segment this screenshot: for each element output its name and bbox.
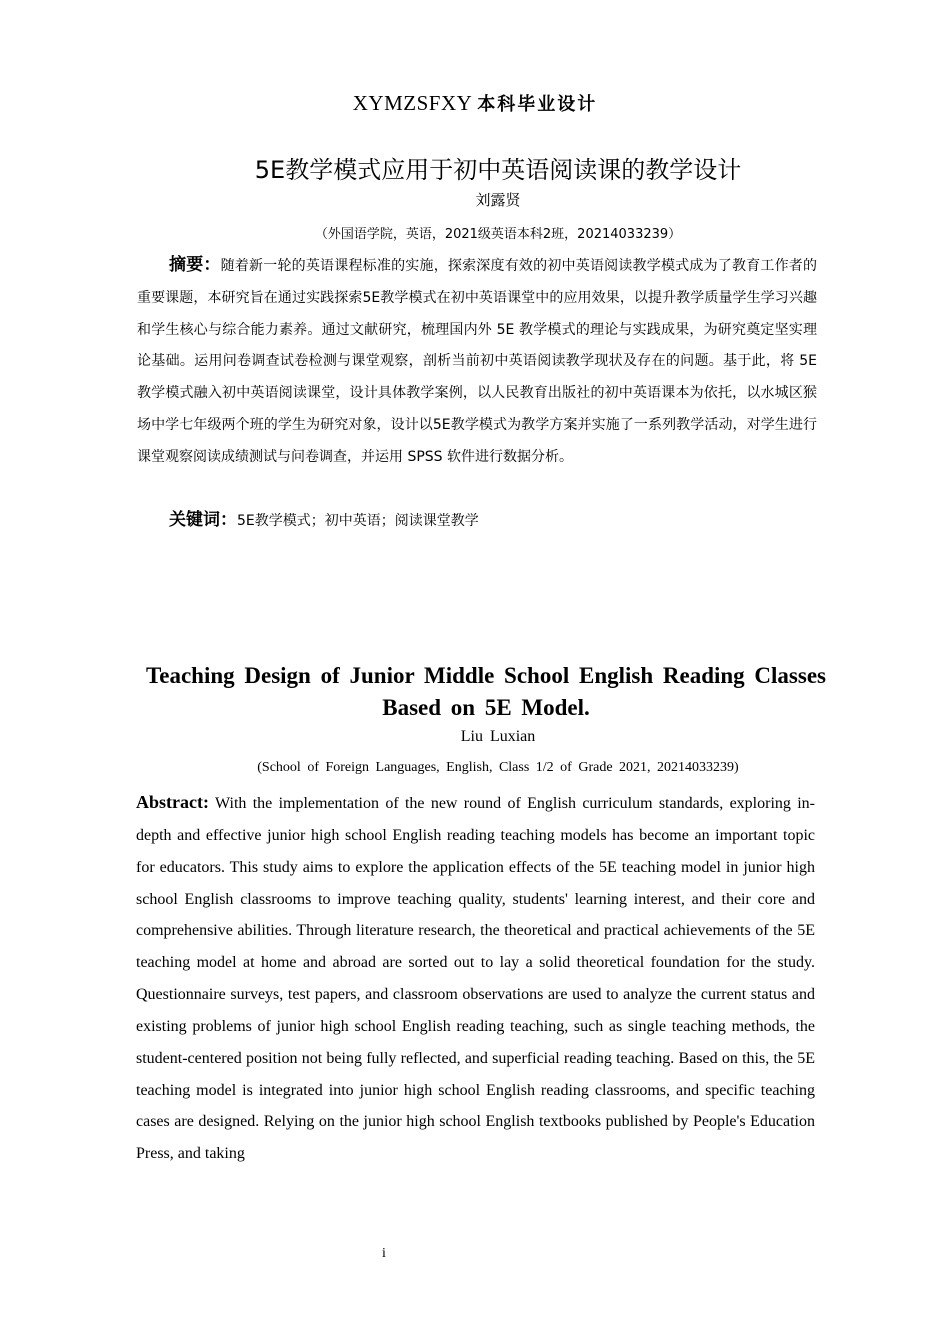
chinese-abstract <box>137 250 817 474</box>
chinese-keywords-label: 关键词： <box>169 510 237 530</box>
page-number: i <box>382 1246 386 1261</box>
english-abstract-text: With the implementation of the new round of English curriculum standards, exploring in-depth and effective junior high school English reading teaching models has become an important topic for educators. This study aims to explore the application effects of the 5E teaching model in junior high school English classrooms to improve teaching quality, students' learning interest, and their core and comprehensive abilities. Through literature research, the theoretical and practical achievements of the 5E teaching model at home and abroad are sorted out to lay a solid theoretical foundation for the study. Questionnaire surveys, test papers, and classroom observations are used to analyze the current status and existing problems of junior high school English reading teaching, such as single teaching methods, the student-centered position not being fully reflected, and superficial reading teaching. Based on this, the 5E teaching model is integrated into junior high school English reading classrooms, and specific teaching cases are designed. Relying on the junior high school English textbooks published by People's Education Press, and taking <box>136 795 815 1163</box>
chinese-abstract-text: 随着新一轮的英语课程标准的实施，探索深度有效的初中英语阅读教学模式成为了教育工作者的重要课题，本研究旨在通过实践探索5E教学模式在初中英语课堂中的应用效果，以提升教学质量学生学习兴趣和学生核心与综合能力素养。通过文献研究，梳理国内外 5E 教学模式的理论与实践成果，为研究奠定坚实理论基础。运用问卷调查试卷检测与课堂观察，剖析当前初中英语阅读教学现状及存在的问题。基于此，将 5E 教学模式融入初中英语阅读课堂，设计具体教学案例，以人民教育出版社的初中英语课本为依托，以水城区猴场中学七年级两个班的学生为研究对象，设计以5E教学模式为教学方案并实施了一系列教学活动，对学生进行课堂观察阅读成绩测试与问卷调查，并运用 SPSS 软件进行数据分析。 <box>137 258 818 465</box>
english-abstract-label: Abstract: <box>136 792 209 812</box>
header-label: 本科毕业设计 <box>477 94 598 115</box>
english-affiliation: (School of Foreign Languages, English, Class 1/2 of Grade 2021, 20214033239) <box>257 760 739 775</box>
english-title: Teaching Design of Junior Middle School English Reading Classes Based on 5E Model. <box>146 663 826 720</box>
english-author: Liu Luxian <box>460 728 536 745</box>
chinese-title: 5E教学模式应用于初中英语阅读课的教学设计 <box>254 156 742 184</box>
header-code: XYMZSFXY <box>352 91 472 115</box>
chinese-keywords-text: 5E教学模式；初中英语；阅读课堂教学 <box>237 513 479 529</box>
chinese-author: 刘露贤 <box>475 191 521 209</box>
document-header <box>0 90 950 116</box>
chinese-affiliation: （外国语学院，英语，2021级英语本科2班，20214033239） <box>314 227 682 242</box>
chinese-keywords <box>169 505 479 530</box>
english-abstract <box>136 787 815 1170</box>
chinese-abstract-label: 摘要： <box>169 255 221 275</box>
